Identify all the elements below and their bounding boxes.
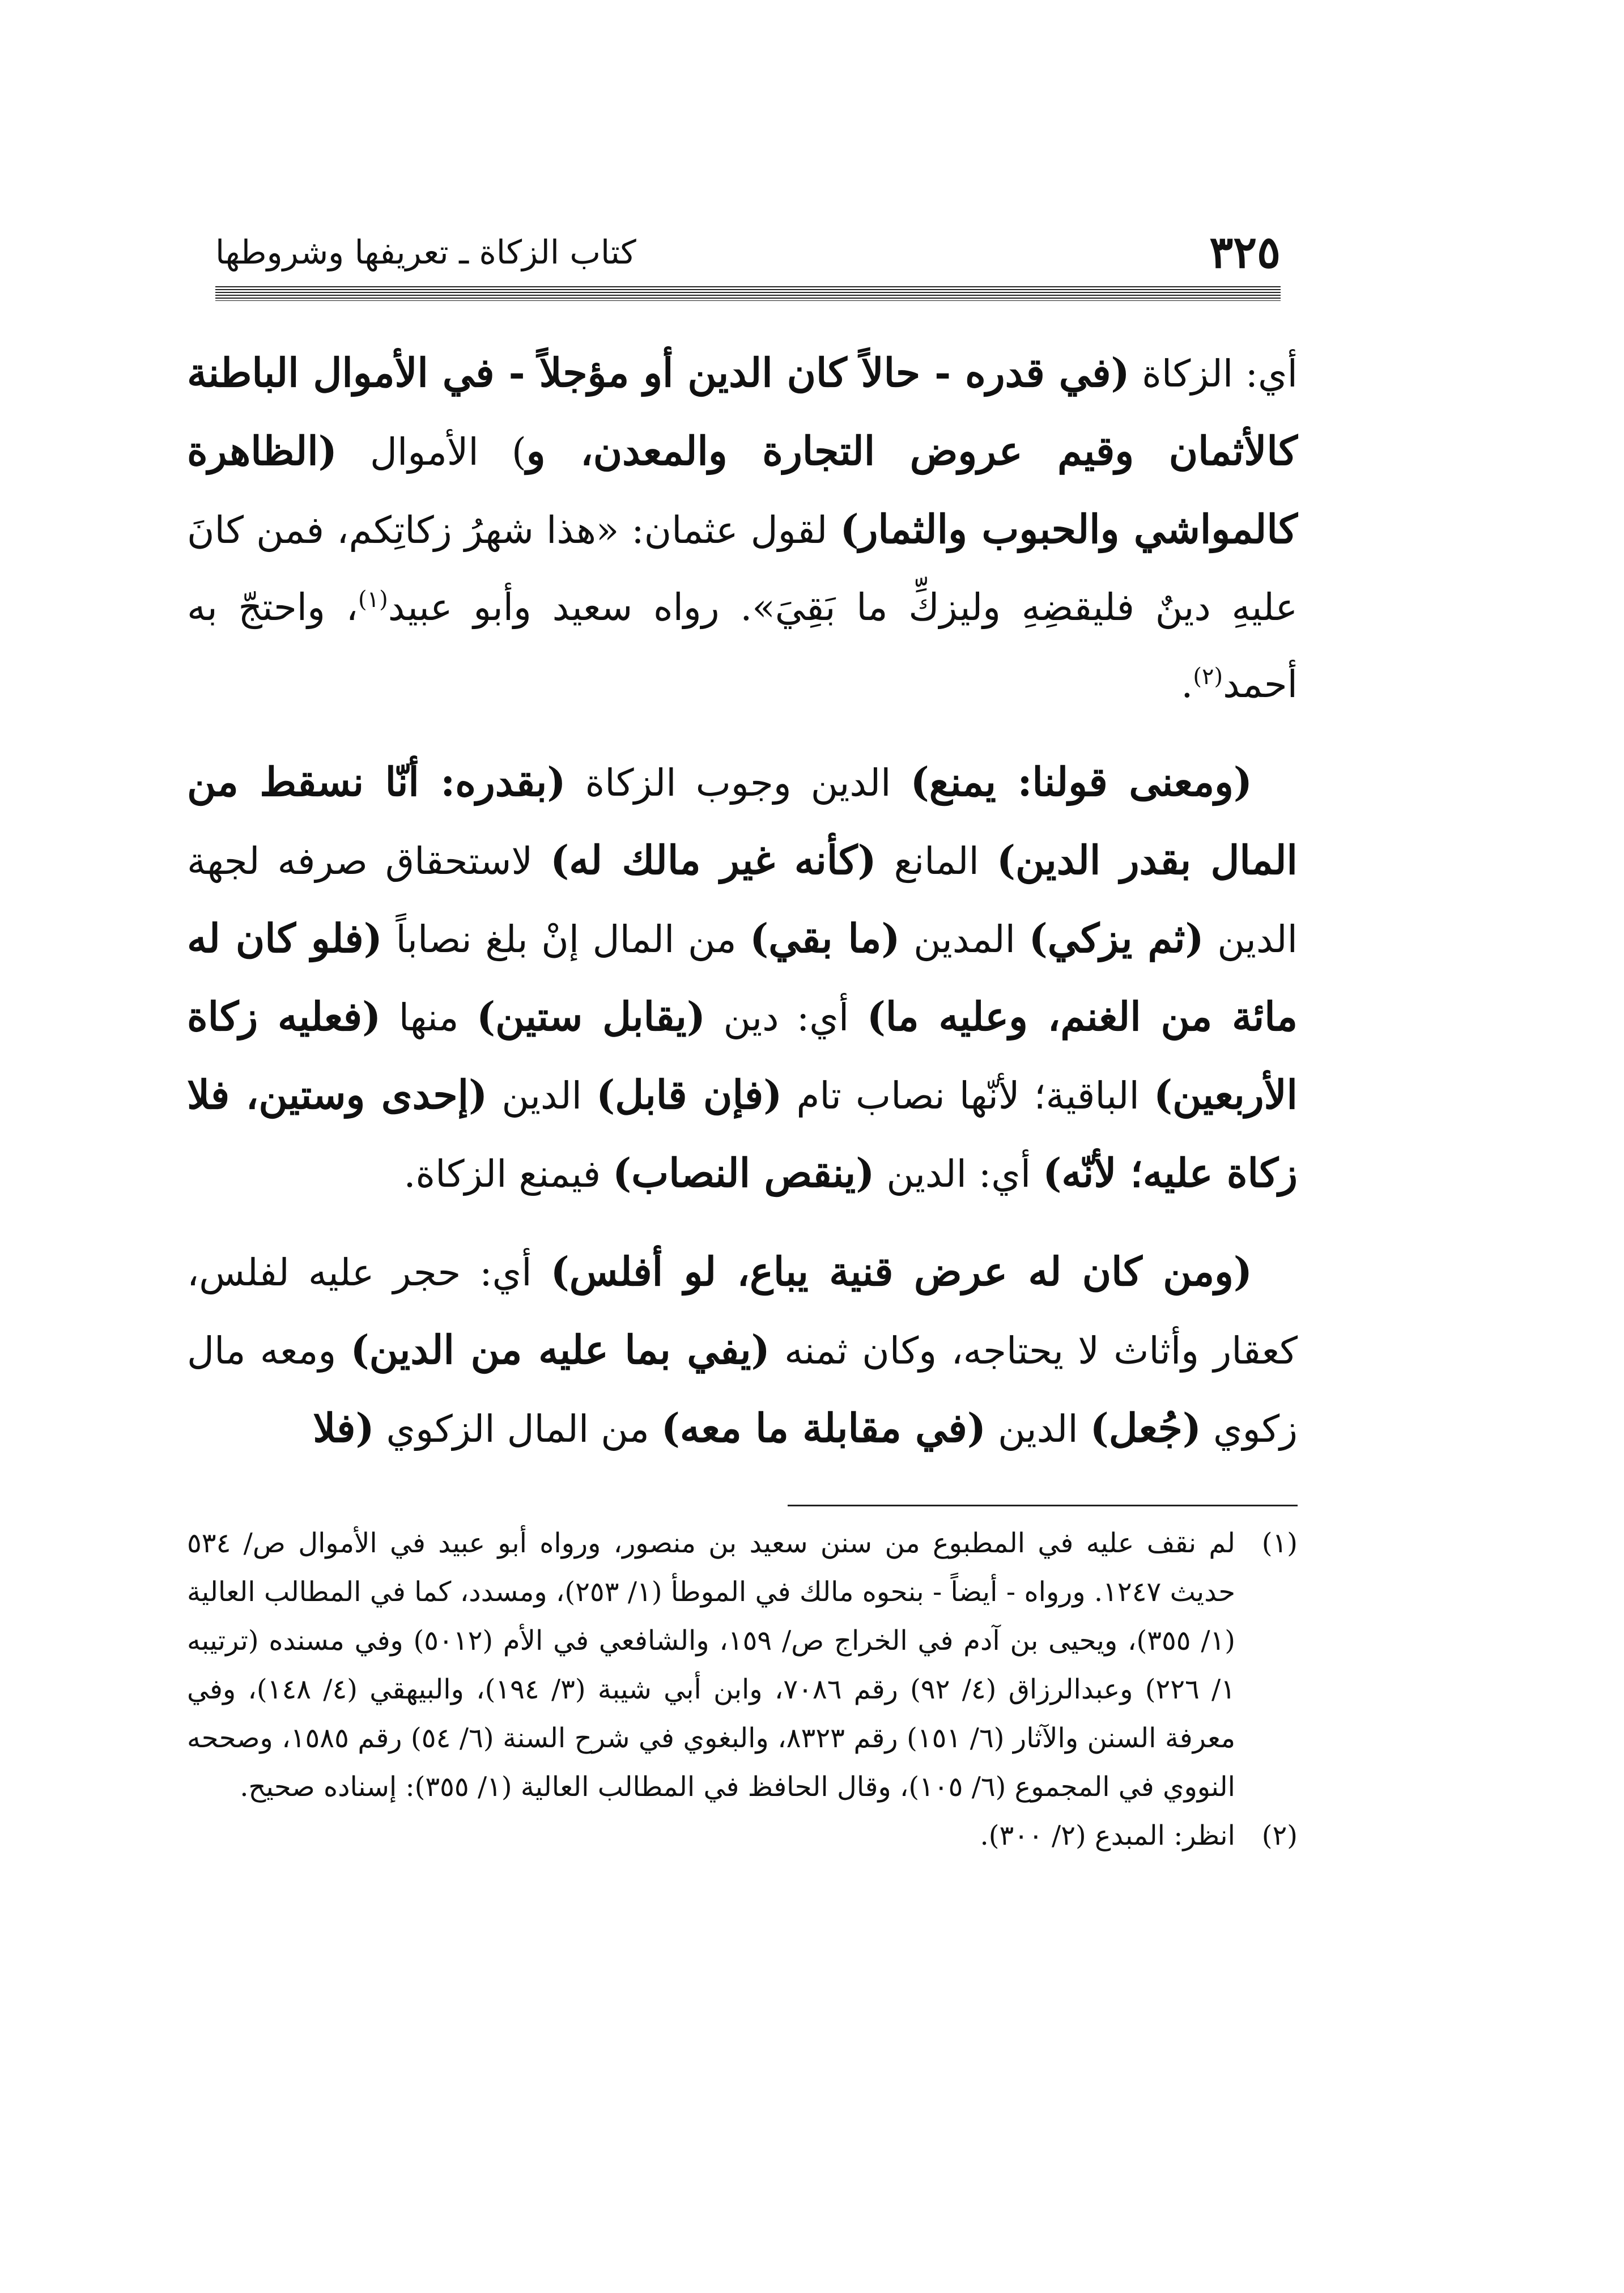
- matn-text: (ينقص النصاب): [613, 1149, 875, 1196]
- sharh-text: المدين: [900, 918, 1029, 961]
- footnote-text: لم نقف عليه في المطبوع من سنن سعيد بن منصور، ورواه أبو عبيد في الأموال ص/ ٥٣٤ حديث ١٢٤٧. ورواه - أيضاً - بنحوه مالك في الموطأ (١/ ٢٥٣)، ومسدد، كما في المطالب العالية (١/ ٣٥٥)، ويحيى بن آدم في الخراج ص/ ١٥٩، والشافعي في الأم (٥٠١٢) وفي مسنده (ترتيبه ١/ ٢٢٦) وعبدالرزاق (٤/ ٩٢) رقم ٧٠٨٦، وابن أبي شيبة (٣/ ١٩٤)، والبيهقي (٤/ ١٤٨)، وفي معرفة السنن والآثار (٦/ ١٥١) رقم ٨٣٢٣، والبغوي في شرح السنة (٦/ ٥٤) رقم ١٥٨٥، وصححه النووي في المجموع (٦/ ١٠٥)، وقال الحافظ في المطالب العالية (١/ ٣٥٥): إسناده صحيح.: [187, 1527, 1236, 1803]
- matn-text: (في مقابلة ما معه): [661, 1404, 986, 1451]
- sharh-text: من المال إنْ بلغ نصاباً: [382, 918, 750, 961]
- sharh-text: الدين وجوب الزكاة: [566, 761, 911, 805]
- page-header: [215, 224, 1281, 281]
- matn-text: (ما بقي): [750, 915, 900, 962]
- running-title: كتاب الزكاة ـ تعريفها وشروطها: [215, 233, 636, 271]
- sharh-text: فيمنع الزكاة.: [403, 1152, 613, 1196]
- sharh-text: ومعه مال زكوي: [187, 1329, 1298, 1451]
- matn-text: (يقابل ستين): [476, 993, 705, 1040]
- matn-text: (جُعل): [1090, 1404, 1201, 1451]
- sharh-text: أي: الدين: [874, 1152, 1043, 1196]
- matn-text: (إحدى وستين، فلا زكاة عليه؛ لأنّه): [187, 1071, 1298, 1196]
- sharh-text: ، واحتجّ به أحمد: [187, 585, 1298, 706]
- matn-text: (الظاهرة كالمواشي والحبوب والثمار): [187, 427, 1298, 553]
- footnote-separator: [788, 1505, 1298, 1506]
- matn-text: (في قدره - حالاً كان الدين أو مؤجلاً - في الأموال الباطنة كالأثمان وقيم عروض التجارة والمعدن، و: [187, 349, 1298, 474]
- header-rule: [215, 286, 1281, 301]
- sharh-text: أي: الزكاة: [1129, 352, 1298, 396]
- matn-text: (فإن قابل): [596, 1071, 783, 1118]
- sharh-text: الباقية؛ لأنّها نصاب تام: [782, 1074, 1154, 1118]
- sharh-text: .: [1181, 663, 1193, 706]
- footnote-text: انظر: المبدع (٢/ ٣٠٠).: [980, 1820, 1235, 1852]
- main-text: [187, 334, 1298, 1488]
- sharh-text: من المال الزكوي: [374, 1407, 661, 1451]
- footnote-reference: (٢): [1193, 664, 1223, 690]
- sharh-text: ) الأموال: [337, 430, 526, 474]
- matn-text: (فعليه زكاة الأربعين): [187, 993, 1298, 1118]
- footnote-reference: (١): [358, 587, 388, 613]
- matn-text: (يفي بما عليه من الدين): [350, 1326, 770, 1373]
- matn-text: (ثم يزكي): [1028, 915, 1204, 962]
- matn-text: (ومعنى قولنا: يمنع): [910, 758, 1252, 805]
- matn-text: (فلا: [313, 1404, 375, 1451]
- footnote-number: (١): [1261, 1527, 1298, 1559]
- footnote-1: [187, 1519, 1298, 1811]
- sharh-text: المانع: [876, 839, 997, 883]
- footnotes: [187, 1519, 1298, 1860]
- footnote-2: [187, 1811, 1298, 1860]
- matn-text: (فلو كان له مائة من الغنم، وعليه ما): [187, 915, 1298, 1040]
- sharh-text: الدين: [986, 1407, 1090, 1451]
- matn-text: (بقدره: أنّا نسقط من المال بقدر الدين): [187, 758, 1298, 884]
- matn-text: (ومن كان له عرض قنية يباع، لو أفلس): [550, 1248, 1252, 1295]
- sharh-text: لاستحقاق صرفه لجهة الدين: [187, 839, 1298, 961]
- sharh-text: الدين: [487, 1074, 597, 1118]
- sharh-text: أي: دين: [705, 996, 867, 1039]
- paragraph-2: [187, 744, 1298, 1213]
- sharh-text: لقول عثمان: «هذا شهرُ زكاتِكم، فمن كانَ عليهِ دينٌ فليقضِهِ وليزكِّ ما بَقِيَ». رواه سعيد وأبو عبيد: [187, 508, 1298, 629]
- matn-text: (كأنه غير مالك له): [550, 836, 877, 884]
- paragraph-1: [187, 334, 1298, 723]
- paragraph-3: [187, 1233, 1298, 1468]
- footnote-number: (٢): [1261, 1820, 1298, 1852]
- sharh-text: أي: حجر عليه لفلس، كعقار وأثاث لا يحتاجه، وكان ثمنه: [187, 1251, 1298, 1373]
- sharh-text: منها: [381, 996, 477, 1039]
- page-number: ٣٢٥: [1209, 226, 1281, 278]
